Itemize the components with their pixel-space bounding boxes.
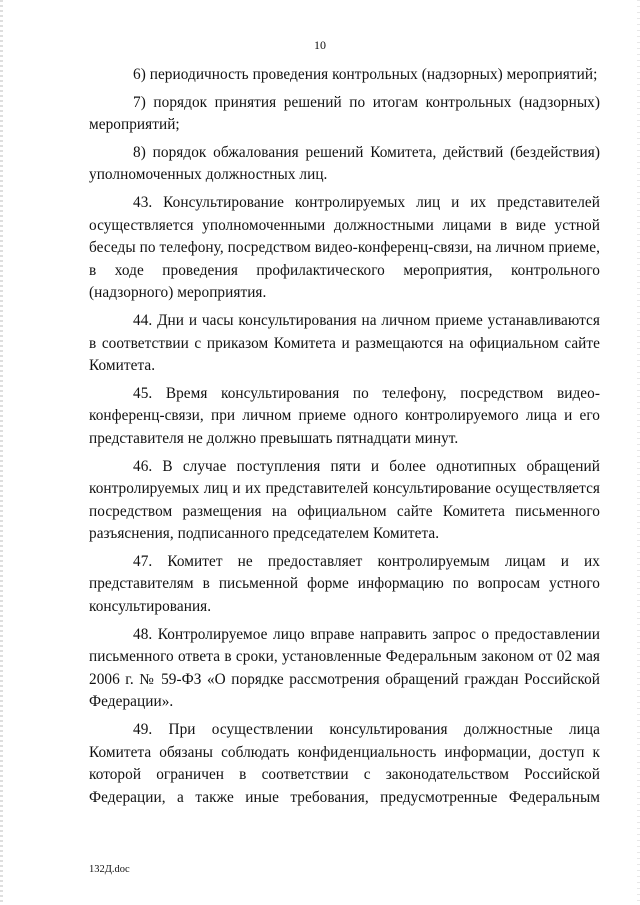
- paragraph-47: 47. Комитет не предоставляет контролируемым лицам и их представителям в письменной форме информацию по вопросам устного консультирования.: [89, 552, 600, 616]
- paragraph-item-6: 6) периодичность проведения контрольных (надзорных) мероприятий;: [133, 66, 598, 83]
- paragraph-item-8: 8) порядок обжалования решений Комитета, действий (бездействия) уполномоченных должностных лиц.: [89, 143, 600, 184]
- paragraph-45: 45. Время консультирования по телефону, посредством видео-конференц-связи, при личном приеме одного контролируемого лица и его представителя не должно превышать пятнадцати минут.: [89, 384, 600, 447]
- paragraph-44: 44. Дни и часы консультирования на личном приеме устанавливаются в соответствии с приказом Комитета и размещаются на официальном сайте Комитета.: [89, 311, 600, 375]
- footer-file-name: 132Д.doc: [89, 864, 130, 875]
- paragraph-46: 46. В случае поступления пяти и более однотипных обращений контролируемых лиц и их представителей консультирование осуществляется посредством размещения на официальном сайте Комитета письменного разъяснения, подписанного председателем Комитета.: [89, 457, 600, 543]
- paragraph-item-7: 7) порядок принятия решений по итогам контрольных (надзорных) мероприятий;: [89, 93, 600, 134]
- paragraph-48: 48. Контролируемое лицо вправе направить запрос о предоставлении письменного ответа в сроки, установленные Федеральным законом от 02 мая 2006 г. № 59-ФЗ «О порядке рассмотрения обращений граждан Российской Федерации».: [89, 625, 600, 711]
- document-body: [89, 64, 600, 809]
- paragraph-43: 43. Консультирование контролируемых лиц и их представителей осуществляется уполномоченными должностными лицами в виде устной беседы по телефону, посредством видео-конференц-связи, на личном приеме, в ходе проведения профилактического мероприятия, контрольного (надзорного) мероприятия.: [89, 193, 600, 302]
- scan-edge-left: [0, 0, 3, 905]
- paragraph-49: 49. При осуществлении консультирования должностные лица Комитета обязаны соблюдать конфиденциальность информации, доступ к которой ограничен в соответствии с законодательством Российской Федерации, а также иные требования, предусмотренные Федеральным: [89, 721, 600, 806]
- page-number: 10: [314, 38, 326, 52]
